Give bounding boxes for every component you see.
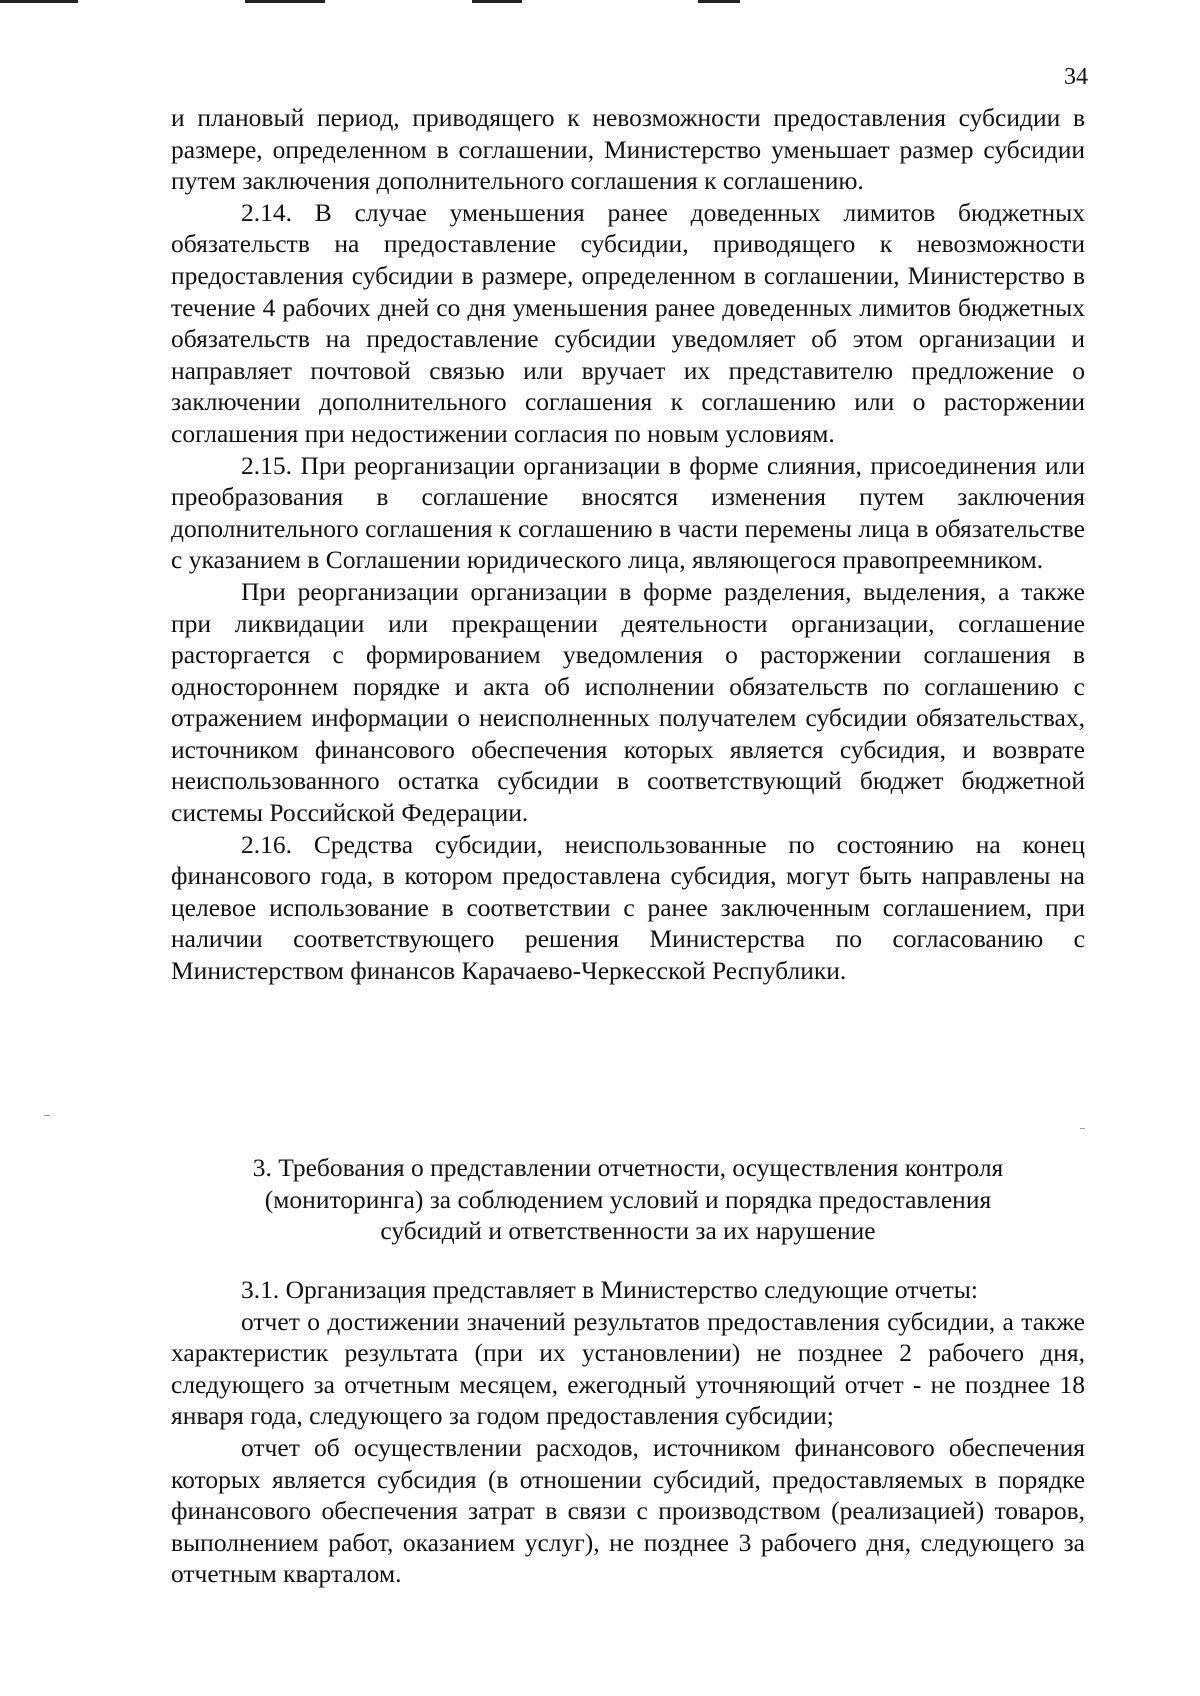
scan-artifact-right-dash	[1080, 1128, 1085, 1129]
paragraph-2-14: 2.14. В случае уменьшения ранее доведенных лимитов бюджетных обязательств на предоставление субсидии, приводящего к невозможности предоставления субсидии в размере, определенном в соглашении, Министерство в течение 4 рабочих дней со дня уменьшения ранее доведенных лимитов бюджетных обязательств на предоставление субсидии уведомляет об этом организации и направляет почтовой связью или вручает их представителю предложение о заключении дополнительного соглашения к соглашению или о расторжении соглашения при недостижении согласия по новым условиям.	[171, 197, 1085, 448]
paragraph-report-results: отчет о достижении значений результатов предоставления субсидии, а также характеристик результата (при их установлении) не позднее 2 рабочего дня, следующего за отчетным месяцем, ежегодный уточняющий отчет - не позднее 18 января года, следующего за годом предоставления субсидии;	[171, 1306, 1085, 1431]
scan-artifact-top-3	[472, 0, 522, 3]
section-heading-line-1: 3. Требования о представлении отчетности, осуществления контроля	[252, 1153, 1004, 1182]
section-heading-line-2: (мониторинга) за соблюдением условий и порядка предоставления	[264, 1184, 992, 1214]
document-body-section-3	[171, 1274, 1085, 1590]
section-3-heading	[171, 1152, 1085, 1247]
paragraph-2-15-reorganization: При реорганизации организации в форме разделения, выделения, а также при ликвидации или прекращении деятельности организации, соглашение расторгается с формированием уведомления о расторжении соглашения в одностороннем порядке и акта об исполнении обязательств по соглашению с отражением информации о неисполненных получателем субсидии обязательствах, источником финансового обеспечения которых является субсидия, и возврате неиспользованного остатка субсидии в соответствующий бюджет бюджетной системы Российской Федерации.	[171, 576, 1085, 828]
document-body	[171, 102, 1085, 987]
paragraph-3-1: 3.1. Организация представляет в Министерство следующие отчеты:	[241, 1275, 978, 1304]
scan-artifact-left-dash	[44, 1115, 50, 1116]
paragraph-report-expenses: отчет об осуществлении расходов, источником финансового обеспечения которых является субсидия (в отношении субсидий, предоставляемых в порядке финансового обеспечения затрат в связи с производством (реализацией) товаров, выполнением работ, оказанием услуг), не позднее 3 рабочего дня, следующего за отчетным кварталом.	[171, 1432, 1085, 1589]
paragraph-2-15: 2.15. При реорганизации организации в форме слияния, присоединения или преобразования в соглашение вносятся изменения путем заключения дополнительного соглашения к соглашению в части перемены лица в обязательстве с указанием в Соглашении юридического лица, являющегося правопреемником.	[171, 450, 1085, 575]
section-heading-line-3: субсидий и ответственности за их нарушение	[380, 1216, 876, 1246]
paragraph-continuation: и плановый период, приводящего к невозможности предоставления субсидии в размере, определенном в соглашении, Министерство уменьшает размер субсидии путем заключения дополнительного соглашения к соглашению.	[171, 103, 1085, 196]
page-number: 34	[1064, 64, 1088, 90]
scan-artifact-top-1	[0, 0, 78, 3]
scan-artifact-top-2	[245, 0, 325, 3]
scan-artifact-top-4	[698, 0, 740, 3]
paragraph-2-16: 2.16. Средства субсидии, неиспользованные по состоянию на конец финансового года, в котором предоставлена субсидия, могут быть направлены на целевое использование в соответствии с ранее заключенным соглашением, при наличии соответствующего решения Министерства по согласованию с Министерством финансов Карачаево-Черкесской Республики.	[171, 829, 1085, 986]
